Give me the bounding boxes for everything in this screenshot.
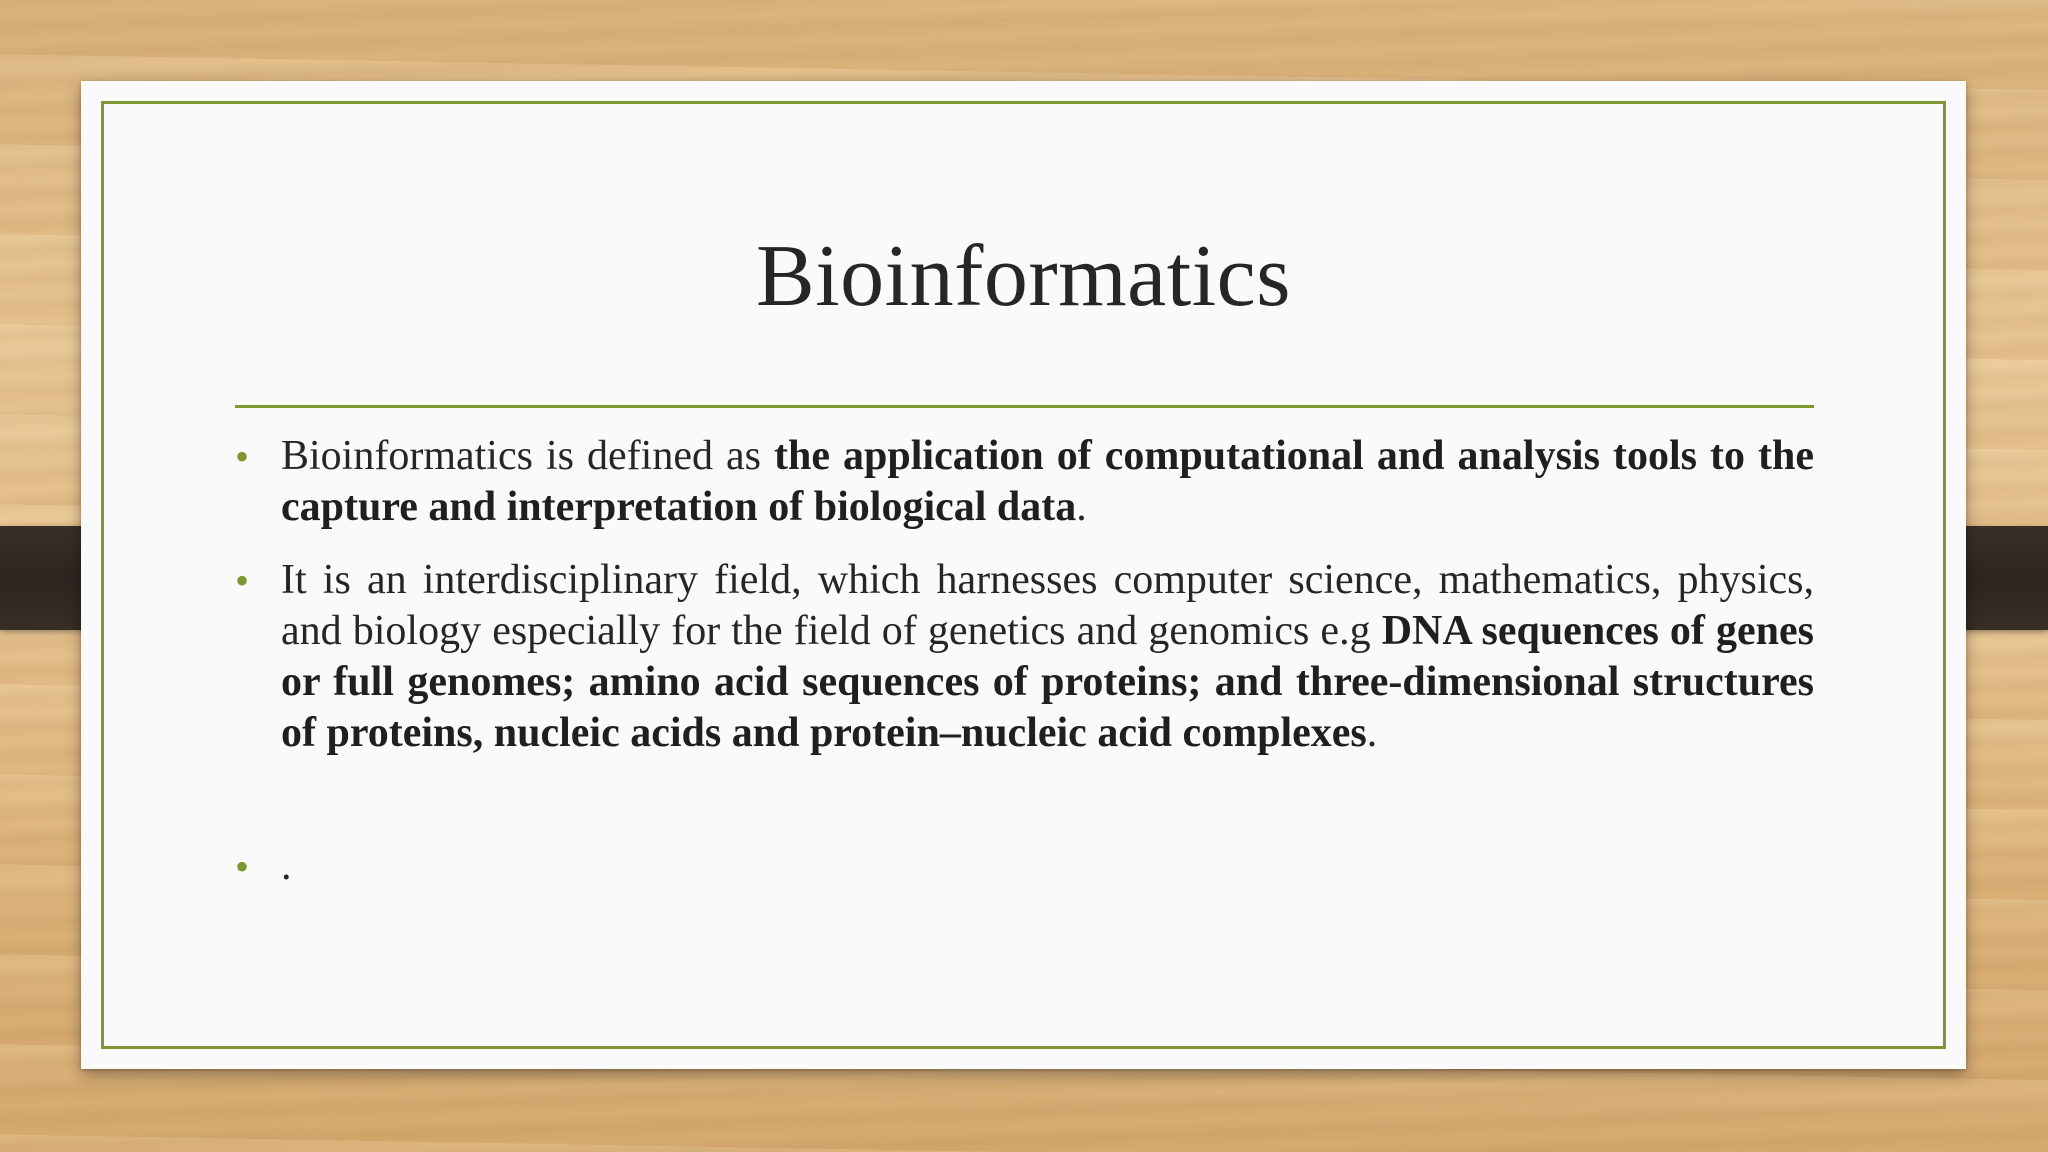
- bullet-icon: •: [235, 558, 250, 603]
- bullet-text-plain: .: [281, 843, 292, 889]
- bullet-item: [235, 431, 1814, 533]
- bullet-item: [235, 555, 1814, 759]
- slide: [81, 81, 1966, 1069]
- bullet-text-bold: DNA sequences of genes or full genomes; amino acid sequences of proteins; and three-dimensional structures of proteins, nucleic acids and protein–nucleic acid complexes: [281, 608, 1814, 756]
- bullet-text-plain: Bioinformatics is defined as: [281, 433, 775, 479]
- bullet-text-bold: the application of computational and analysis tools to the capture and interpretation of biological data: [281, 433, 1814, 530]
- bullet-icon: •: [235, 844, 250, 889]
- bullet-item: [235, 841, 1814, 892]
- bullet-text-plain: It is an interdisciplinary field, which harnesses computer science, mathematics, physics, and biology especially for the field of genetics and genomics e.g: [281, 557, 1814, 654]
- bullet-list: [235, 431, 1814, 914]
- slide-title: Bioinformatics: [756, 228, 1291, 325]
- bullet-text-plain: .: [1076, 484, 1087, 530]
- bullet-text-plain: .: [1366, 710, 1378, 756]
- bullet-icon: •: [235, 434, 250, 479]
- title-divider: [235, 405, 1814, 408]
